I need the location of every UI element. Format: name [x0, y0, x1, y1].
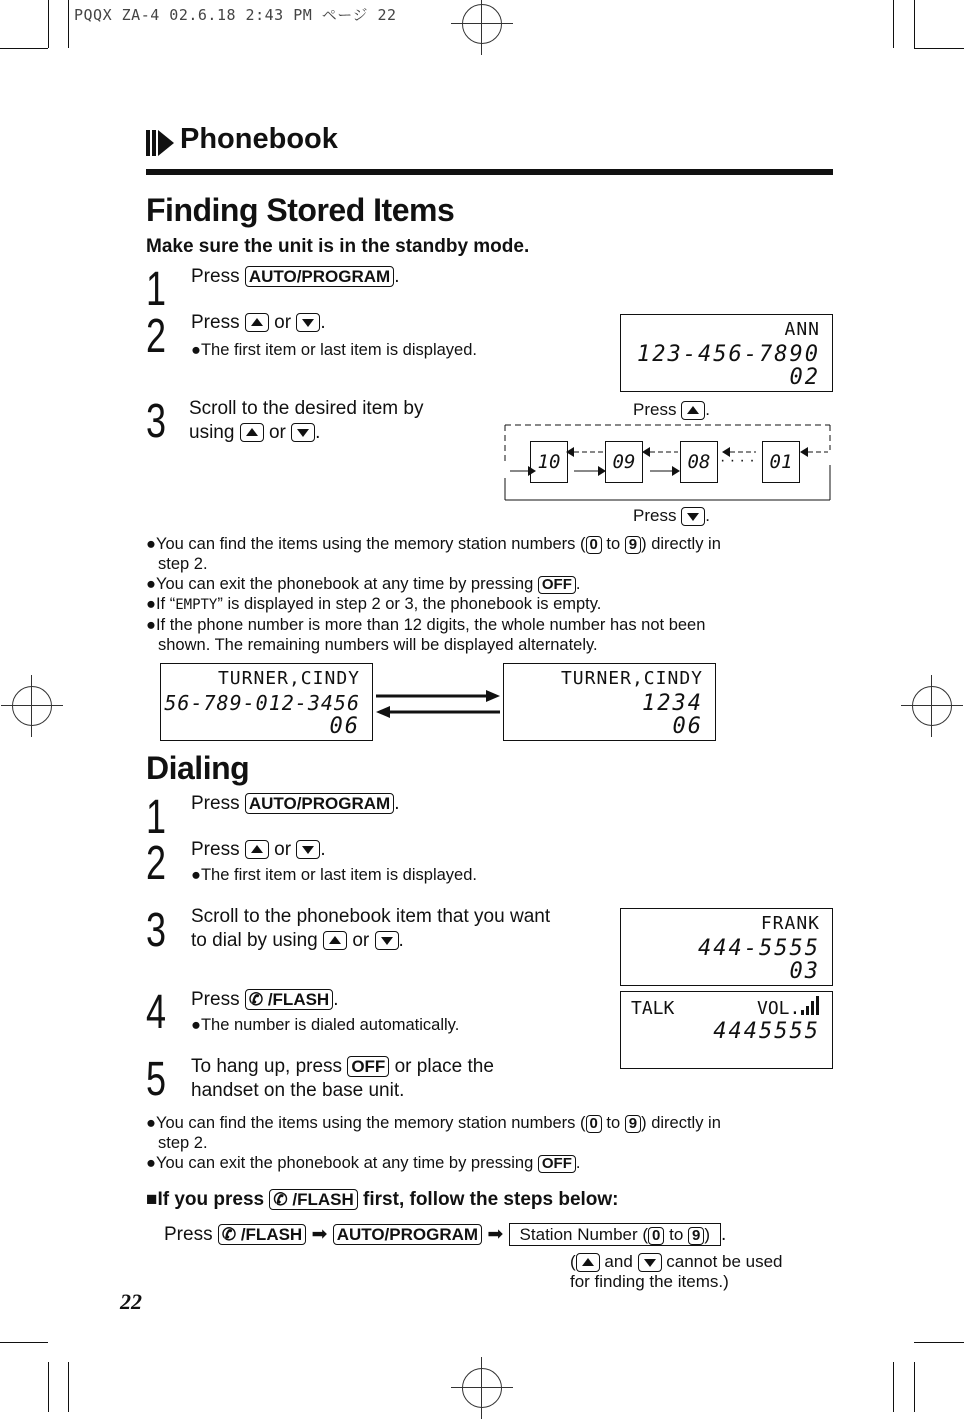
- arrow-right-icon: ➡: [311, 1224, 328, 1245]
- dialing-step4: Press ✆ /FLASH .: [191, 989, 339, 1010]
- finding-bullets: ●You can find the items using the memory station numbers ( 0 to 9 ) directly in step 2. ●You can exit the phonebook at any time by pressing OFF . ●If “EMPTY” is displayed in step 2 or 3, the phonebook is empty. ●If the phone number is more than 12 digits, the whole number has not been shown. The remaining numbers will be displayed alternately.: [146, 535, 721, 654]
- memory-slot-box: 10: [530, 441, 568, 483]
- print-slug: PQQX ZA-4 02.6.18 2:43 PM ページ 22: [74, 6, 397, 24]
- lcd-display-ann: [620, 314, 833, 392]
- registration-mark: [912, 686, 952, 726]
- step-number: 2: [146, 310, 167, 363]
- down-arrow-key-icon: [296, 313, 320, 332]
- lcd-index: 06: [329, 714, 360, 739]
- talk-flash-key: ✆ /FLASH: [218, 1224, 306, 1245]
- arrow-marker-icon: [146, 126, 176, 160]
- up-arrow-key-icon: [240, 423, 264, 442]
- finding-title: Finding Stored Items: [146, 192, 455, 228]
- lcd-name: TURNER,CINDY: [560, 668, 703, 689]
- crop-mark: [893, 0, 894, 48]
- registration-mark: [462, 4, 502, 44]
- crop-mark: [914, 1342, 964, 1343]
- key-0: 0: [586, 536, 602, 554]
- registration-mark: [12, 686, 52, 726]
- dialing-title: Dialing: [146, 750, 250, 786]
- section-title: Phonebook: [180, 123, 338, 155]
- memory-slot-box: 01: [762, 441, 800, 483]
- station-number-box: Station Number ( 0 to 9 ): [509, 1223, 721, 1246]
- dialing-step5: To hang up, press OFF or place the handset on the base unit.: [191, 1056, 494, 1101]
- step-number: 3: [146, 395, 167, 448]
- step-number: 1: [146, 263, 167, 316]
- crop-mark: [68, 0, 69, 48]
- talk-flash-key: ✆ /FLASH: [269, 1189, 357, 1210]
- lcd-name: FRANK: [760, 913, 820, 934]
- lcd-display-turner-right: [503, 663, 716, 741]
- crop-mark: [893, 1362, 894, 1412]
- lcd-number: 4445555: [713, 1019, 820, 1044]
- flash-first-heading: ■If you press ✆ /FLASH first, follow the steps below:: [146, 1189, 619, 1210]
- crop-mark: [914, 0, 915, 48]
- up-arrow-key-icon: [323, 931, 347, 950]
- off-key: OFF: [347, 1056, 389, 1077]
- up-arrow-key-icon: [245, 840, 269, 859]
- dialing-bullets: ●You can find the items using the memory station numbers ( 0 to 9 ) directly in step 2. ●You can exit the phonebook at any time by pressing OFF .: [146, 1114, 721, 1172]
- step-number: 5: [146, 1053, 167, 1106]
- up-arrow-key-icon: [245, 313, 269, 332]
- crop-mark: [914, 48, 964, 49]
- dialing-step4-note: ●The number is dialed automatically.: [191, 1016, 460, 1034]
- dialing-step3: Scroll to the phonebook item that you want to dial by using or .: [191, 906, 551, 951]
- lcd-index: 02: [789, 365, 820, 390]
- alternate-arrows: [374, 686, 502, 720]
- lcd-display-talk: [620, 991, 833, 1069]
- finding-subtitle: Make sure the unit is in the standby mode.: [146, 236, 530, 257]
- auto-program-key: AUTO/PROGRAM: [245, 793, 394, 814]
- finding-step2-note: ●The first item or last item is displayed.: [191, 341, 477, 359]
- volume-bars-icon: [801, 996, 819, 1016]
- crop-mark: [68, 1362, 69, 1412]
- down-arrow-key-icon: [291, 423, 315, 442]
- off-key: OFF: [538, 576, 576, 594]
- crop-mark: [48, 1362, 49, 1412]
- memory-slot-box: 08: [680, 441, 718, 483]
- arrow-right-icon: ➡: [487, 1224, 504, 1245]
- down-arrow-key-icon: [375, 931, 399, 950]
- step-number: 2: [146, 837, 167, 890]
- key-9: 9: [688, 1227, 704, 1245]
- step-number: 4: [146, 986, 167, 1039]
- crop-mark: [0, 48, 48, 49]
- down-arrow-key-icon: [681, 507, 705, 526]
- page-number: 22: [120, 1289, 142, 1314]
- key-0: 0: [586, 1115, 602, 1133]
- memory-slot-box: 09: [605, 441, 643, 483]
- press-down-label: Press .: [633, 506, 710, 525]
- lcd-display-turner-left: [160, 663, 373, 741]
- flash-first-sequence: Press ✆ /FLASH ➡ AUTO/PROGRAM ➡ Station Number ( 0 to 9 ) .: [164, 1224, 727, 1245]
- up-arrow-key-icon: [681, 401, 705, 420]
- section-rule: [146, 169, 833, 175]
- handset-icon: ✆: [273, 1190, 293, 1210]
- flash-first-note: ( and cannot be used for finding the items.): [570, 1252, 783, 1292]
- lcd-number: 1234: [642, 691, 703, 716]
- key-9: 9: [625, 536, 641, 554]
- lcd-number: 444-5555: [698, 936, 820, 961]
- step-number: 1: [146, 791, 167, 844]
- finding-step1: Press AUTO/PROGRAM .: [191, 266, 400, 287]
- off-key: OFF: [538, 1155, 576, 1173]
- lcd-index: 06: [672, 714, 703, 739]
- key-9: 9: [625, 1115, 641, 1133]
- down-arrow-key-icon: [296, 840, 320, 859]
- down-arrow-key-icon: [638, 1253, 662, 1272]
- talk-flash-key: ✆ /FLASH: [245, 989, 333, 1010]
- key-0: 0: [648, 1227, 664, 1245]
- auto-program-key: AUTO/PROGRAM: [333, 1224, 482, 1245]
- auto-program-key: AUTO/PROGRAM: [245, 266, 394, 287]
- crop-mark: [914, 1362, 915, 1412]
- finding-step2: Press or .: [191, 312, 326, 333]
- lcd-index: 03: [789, 959, 820, 984]
- up-arrow-key-icon: [576, 1253, 600, 1272]
- lcd-talk-label: TALK: [631, 998, 675, 1019]
- handset-icon: ✆: [248, 990, 268, 1010]
- dialing-step1: Press AUTO/PROGRAM .: [191, 793, 400, 814]
- lcd-number: 123-456-7890: [637, 342, 820, 367]
- lcd-name: TURNER,CINDY: [217, 668, 360, 689]
- ellipsis: · · · ·: [720, 452, 755, 469]
- crop-mark: [48, 0, 49, 48]
- lcd-vol-label: VOL.: [757, 998, 801, 1019]
- handset-icon: ✆: [221, 1225, 241, 1245]
- registration-mark: [462, 1368, 502, 1408]
- press-up-label: Press .: [633, 400, 710, 419]
- crop-mark: [0, 1342, 48, 1343]
- lcd-name: ANN: [784, 319, 820, 340]
- step-number: 3: [146, 904, 167, 957]
- dialing-step2-note: ●The first item or last item is displayed.: [191, 866, 477, 884]
- finding-step3: Scroll to the desired item by using or .: [189, 398, 424, 443]
- lcd-display-frank: [620, 908, 833, 986]
- lcd-number: 56-789-012-3456: [164, 691, 360, 715]
- dialing-step2: Press or .: [191, 839, 326, 860]
